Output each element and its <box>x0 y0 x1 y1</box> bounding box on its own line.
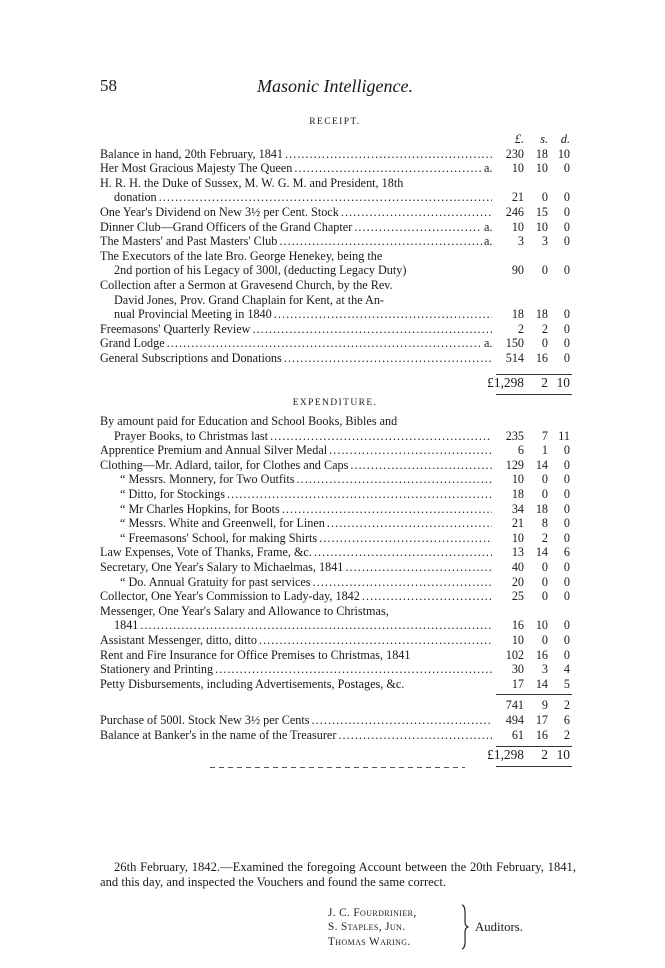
pence-value: 0 <box>563 472 570 487</box>
pence-value: 0 <box>563 443 570 458</box>
ledger-row <box>100 147 576 162</box>
ledger-row <box>100 234 576 249</box>
pence-value: 0 <box>563 559 570 574</box>
auditors-label: Auditors. <box>475 920 523 934</box>
ledger-row <box>100 604 576 619</box>
shillings-value: 10 <box>535 618 548 633</box>
pence-value: 0 <box>563 501 570 516</box>
row-description: “ Do. Annual Gratuity for past services . . . <box>120 575 492 590</box>
row-description: Messenger, One Year's Salary and Allowance to Christmas, <box>100 603 389 618</box>
pounds-value: 246 <box>505 204 524 219</box>
expenditure-rows <box>100 414 576 691</box>
row-description: Purchase of 500l. Stock New 3½ per Cents . . . <box>100 713 492 728</box>
receipt-total-pence: 10 <box>556 375 570 390</box>
shillings-value: 14 <box>535 457 548 472</box>
shillings-value: 3 <box>541 234 548 249</box>
expenditure-heading: EXPENDITURE. <box>292 398 378 408</box>
annual-mark: a. <box>484 234 493 249</box>
row-description: Her Most Gracious Majesty The Queen . . . <box>100 161 492 176</box>
row-description: “ Messrs. White and Greenwell, for Linen . . . <box>120 516 492 531</box>
ledger-row <box>100 220 576 235</box>
pence-value: 0 <box>563 486 570 501</box>
ledger-row <box>100 633 576 648</box>
pounds-value: 3 <box>517 234 524 249</box>
row-description: Collection after a Sermon at Gravesend Church, by the Rev. <box>100 277 393 292</box>
pence-value: 0 <box>563 307 570 322</box>
row-description: “ Messrs. Monnery, for Two Outfits . . . <box>120 472 492 487</box>
curly-brace-icon <box>460 904 470 950</box>
ledger-row <box>100 560 576 575</box>
ledger-row <box>100 205 576 220</box>
pounds-value: 10 <box>511 530 524 545</box>
row-description: Clothing—Mr. Adlard, tailor, for Clothes and Caps . . . <box>100 458 492 473</box>
pence-value: 0 <box>563 647 570 662</box>
running-title: Masonic Intelligence. <box>257 76 413 96</box>
row-description: Stationery and Printing . . . <box>100 662 492 677</box>
ledger-row <box>100 322 576 337</box>
row-description: Prayer Books, to Christmas last . . . <box>114 429 492 444</box>
pounds-value: 6 <box>517 443 524 458</box>
audit-statement-text: 26th February, 1842.—Examined the foregoing Account between the 20th February, 1841, and this day, and inspected the Vouchers and found the same correct. <box>100 860 576 890</box>
expenditure-after-rows <box>100 713 576 742</box>
shillings-value: 0 <box>541 574 548 589</box>
shillings-value: 0 <box>541 336 548 351</box>
row-description: nual Provincial Meeting in 1840 . . . <box>114 307 492 322</box>
pounds-value: 494 <box>505 713 524 727</box>
pence-value: 10 <box>557 146 570 161</box>
shillings-value: 10 <box>535 219 548 234</box>
page-header <box>100 76 570 102</box>
row-description: “ Ditto, for Stockings . . . <box>120 487 492 502</box>
ledger-row <box>100 531 576 546</box>
shillings-value: 2 <box>541 321 548 336</box>
shillings-value: 18 <box>535 146 548 161</box>
pence-value: 0 <box>563 618 570 633</box>
pence-value: 2 <box>563 727 570 742</box>
subtotal-pounds: 741 <box>505 698 524 712</box>
pence-value: 0 <box>563 350 570 365</box>
pence-value: 0 <box>563 234 570 249</box>
pence-value: 6 <box>563 713 570 727</box>
row-description: Balance in hand, 20th February, 1841 . . . <box>100 147 492 162</box>
pence-value: 4 <box>563 662 570 677</box>
pounds-value: 25 <box>511 589 524 604</box>
expenditure-subtotal-rule <box>496 694 572 695</box>
ledger-row <box>100 648 576 663</box>
ledger-row <box>100 351 576 366</box>
currency-column-heads <box>100 132 576 147</box>
shillings-value: 2 <box>541 530 548 545</box>
row-description: donation . . . <box>114 190 492 205</box>
row-description: “ Freemasons' School, for making Shirts . . . <box>120 531 492 546</box>
expenditure-account <box>100 414 576 762</box>
shillings-value: 0 <box>541 632 548 647</box>
receipt-account <box>100 132 576 390</box>
shillings-value: 15 <box>535 204 548 219</box>
ledger-row <box>100 336 576 351</box>
pounds-head: £. <box>514 132 524 146</box>
pounds-value: 230 <box>505 146 524 161</box>
pounds-value: 10 <box>511 161 524 176</box>
pence-value: 11 <box>558 428 570 443</box>
pounds-value: 18 <box>511 486 524 501</box>
audit-statement <box>100 860 576 890</box>
expenditure-double-rule <box>496 766 572 767</box>
shillings-value: 14 <box>535 676 548 691</box>
row-description: The Executors of the late Bro. George Henekey, being the <box>100 248 383 263</box>
row-description: Rent and Fire Insurance for Office Premises to Christmas, 1841 <box>100 647 411 662</box>
pounds-value: 18 <box>511 307 524 322</box>
ledger-row <box>100 249 576 264</box>
row-description: Grand Lodge . . . <box>100 336 492 351</box>
row-description: 2nd portion of his Legacy of 300l, (deducting Legacy Duty) <box>114 263 407 278</box>
shillings-value: 7 <box>541 428 548 443</box>
row-description: Dinner Club—Grand Officers of the Grand Chapter . . . <box>100 220 492 235</box>
decorative-dash-rule <box>210 767 465 768</box>
shillings-value: 18 <box>535 307 548 322</box>
ledger-row <box>100 263 576 278</box>
page-number: 58 <box>100 76 117 95</box>
shillings-value: 0 <box>541 263 548 278</box>
pounds-value: 2 <box>517 321 524 336</box>
pence-value: 0 <box>563 516 570 531</box>
pounds-value: 514 <box>505 350 524 365</box>
ledger-row <box>100 307 576 322</box>
pounds-value: 16 <box>511 618 524 633</box>
shillings-value: 3 <box>541 662 548 677</box>
shillings-value: 14 <box>535 545 548 560</box>
ledger-row <box>100 713 576 728</box>
expenditure-total-pounds: £1,298 <box>487 747 524 762</box>
pounds-value: 10 <box>511 472 524 487</box>
auditor-name: Thomas Waring. <box>328 935 411 948</box>
shillings-value: 0 <box>541 486 548 501</box>
ledger-row <box>100 516 576 531</box>
pence-value: 0 <box>563 161 570 176</box>
shillings-value: 17 <box>535 713 548 727</box>
shillings-value: 16 <box>535 350 548 365</box>
row-description: General Subscriptions and Donations . . . <box>100 351 492 366</box>
pence-value: 0 <box>563 263 570 278</box>
expenditure-total-pence: 10 <box>556 747 570 762</box>
shillings-value: 0 <box>541 472 548 487</box>
ledger-row <box>100 414 576 429</box>
pence-value: 0 <box>563 190 570 205</box>
row-description: Balance at Banker's in the name of the Treasurer . . . <box>100 728 492 743</box>
shillings-value: 1 <box>541 443 548 458</box>
pence-head: d. <box>560 132 570 146</box>
shillings-value: 16 <box>535 647 548 662</box>
shillings-value: 16 <box>535 727 548 742</box>
ledger-row <box>100 728 576 743</box>
expenditure-total-shillings: 2 <box>541 747 548 762</box>
row-description: By amount paid for Education and School Books, Bibles and <box>100 414 398 428</box>
receipt-heading: RECEIPT. <box>309 117 361 127</box>
row-description: Assistant Messenger, ditto, ditto . . . <box>100 633 492 648</box>
pence-value: 0 <box>563 219 570 234</box>
row-description: Secretary, One Year's Salary to Michaelmas, 1841 . . . <box>100 560 492 575</box>
pounds-value: 34 <box>511 501 524 516</box>
receipt-total-pounds: £1,298 <box>487 375 524 390</box>
subtotal-shillings: 9 <box>541 698 548 712</box>
row-description: “ Mr Charles Hopkins, for Boots . . . <box>120 502 492 517</box>
row-description: Freemasons' Quarterly Review . . . <box>100 322 492 337</box>
row-description: H. R. H. the Duke of Sussex, M. W. G. M. and President, 18th <box>100 175 404 190</box>
pence-value: 0 <box>563 574 570 589</box>
annual-mark: a. <box>484 219 493 234</box>
pounds-value: 40 <box>511 559 524 574</box>
pence-value: 6 <box>563 545 570 560</box>
ledger-row <box>100 545 576 560</box>
row-description: The Masters' and Past Masters' Club . . . <box>100 234 492 249</box>
pounds-value: 10 <box>511 219 524 234</box>
pounds-value: 30 <box>511 662 524 677</box>
expenditure-total <box>100 748 576 763</box>
auditor-names <box>328 906 417 949</box>
shillings-value: 18 <box>535 501 548 516</box>
ledger-row <box>100 176 576 191</box>
row-description: Apprentice Premium and Annual Silver Medal . . . <box>100 443 492 458</box>
pounds-value: 150 <box>505 336 524 351</box>
pence-value: 0 <box>563 589 570 604</box>
ledger-row <box>100 618 576 633</box>
pounds-value: 13 <box>511 545 524 560</box>
annual-mark: a. <box>484 336 493 351</box>
ledger-row <box>100 443 576 458</box>
receipt-total <box>100 376 576 391</box>
pence-value: 0 <box>563 321 570 336</box>
receipt-double-rule <box>496 394 572 395</box>
pounds-value: 21 <box>511 516 524 531</box>
pence-value: 0 <box>563 632 570 647</box>
pounds-value: 20 <box>511 574 524 589</box>
pence-value: 0 <box>563 336 570 351</box>
ledger-row <box>100 575 576 590</box>
row-description: Law Expenses, Vote of Thanks, Frame, &c. . . . <box>100 545 492 560</box>
row-description: 1841 . . . <box>114 618 492 633</box>
row-description: Collector, One Year's Commission to Lady-day, 1842 . . . <box>100 589 492 604</box>
shillings-head: s. <box>540 132 548 146</box>
auditor-name: S. Staples, Jun. <box>328 921 406 934</box>
ledger-row <box>100 662 576 677</box>
expenditure-subtotal <box>100 698 576 713</box>
receipt-rows <box>100 147 576 366</box>
ledger-row <box>100 161 576 176</box>
pence-value: 0 <box>563 530 570 545</box>
pounds-value: 129 <box>505 457 524 472</box>
ledger-row <box>100 293 576 308</box>
ledger-row <box>100 458 576 473</box>
ledger-row <box>100 677 576 692</box>
row-description: One Year's Dividend on New 3½ per Cent. Stock . . . <box>100 205 492 220</box>
ledger-row <box>100 502 576 517</box>
pence-value: 5 <box>563 676 570 691</box>
shillings-value: 0 <box>541 589 548 604</box>
pence-value: 0 <box>563 204 570 219</box>
pounds-value: 61 <box>511 727 524 742</box>
receipt-total-shillings: 2 <box>541 375 548 390</box>
row-description: David Jones, Prov. Grand Chaplain for Kent, at the An- <box>114 292 384 307</box>
shillings-value: 0 <box>541 559 548 574</box>
pounds-value: 21 <box>511 190 524 205</box>
ledger-row <box>100 589 576 604</box>
auditor-name: J. C. Fourdrinier, <box>328 907 417 919</box>
pounds-value: 102 <box>505 647 524 662</box>
pounds-value: 17 <box>511 676 524 691</box>
ledger-row <box>100 487 576 502</box>
shillings-value: 10 <box>535 161 548 176</box>
pounds-value: 235 <box>505 428 524 443</box>
pence-value: 0 <box>563 457 570 472</box>
ledger-row <box>100 472 576 487</box>
ledger-row <box>100 429 576 444</box>
shillings-value: 8 <box>541 516 548 531</box>
ledger-row <box>100 190 576 205</box>
subtotal-pence: 2 <box>563 698 570 712</box>
row-description: Petty Disbursements, including Advertisements, Postages, &c. <box>100 676 405 691</box>
pounds-value: 90 <box>511 263 524 278</box>
ledger-row <box>100 278 576 293</box>
shillings-value: 0 <box>541 190 548 205</box>
pounds-value: 10 <box>511 632 524 647</box>
annual-mark: a. <box>484 161 493 176</box>
